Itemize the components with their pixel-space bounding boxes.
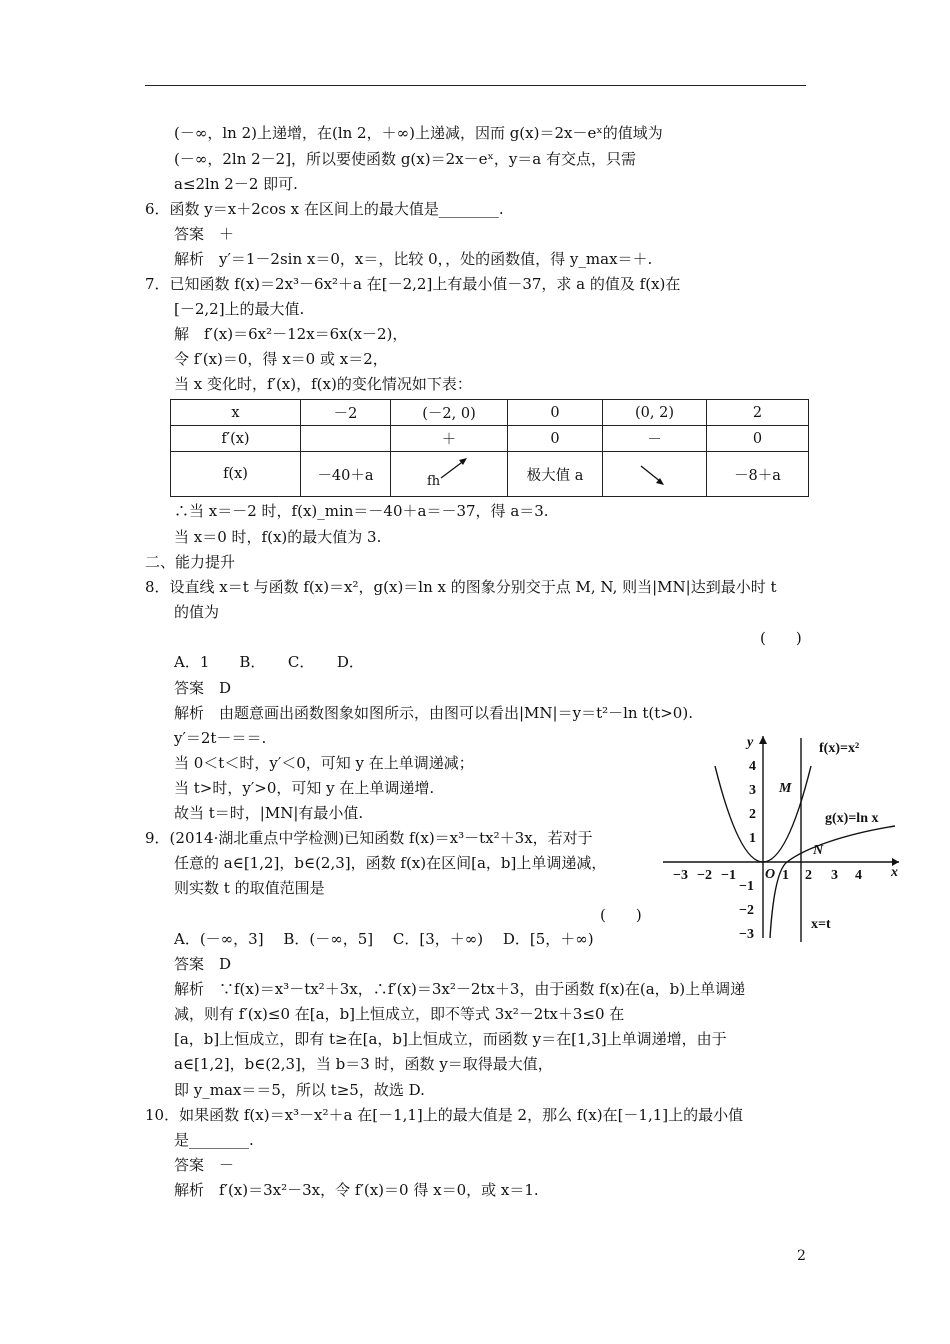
x-tick: 2 — [805, 868, 812, 883]
text-line: 是________. — [174, 1131, 254, 1149]
page-number: 2 — [797, 1248, 806, 1264]
x-tick: −2 — [697, 868, 712, 883]
text-line: 当 0＜t＜时，y′＜0，可知 y 在上单调递减； — [174, 754, 474, 772]
table-cell — [301, 426, 391, 452]
y-tick: 4 — [749, 759, 756, 774]
answer-6: 答案 ＋ — [174, 225, 235, 243]
text-line: [a，b]上恒成立，即有 t≥在[a，b]上恒成立，而函数 y＝在[1,3]上单调递增，由于 — [174, 1030, 727, 1048]
answer-8: 答案 D — [174, 679, 232, 697]
x-tick: 4 — [855, 868, 862, 883]
origin-label: O — [765, 867, 776, 882]
table-cell: －2 — [301, 400, 391, 426]
table-cell: 极大值 a — [508, 452, 603, 497]
table-cell: － — [603, 426, 707, 452]
answer-blank: ( ) — [600, 906, 642, 924]
text-line: (－∞，ln 2)上递增，在(ln 2，＋∞)上递减，因而 g(x)＝2x－eˣ的值域为 — [174, 124, 663, 142]
table-cell: 2 — [707, 400, 809, 426]
point-n-label: N — [813, 843, 824, 858]
text-line: 当 x＝0 时，f(x)的最大值为 3. — [174, 528, 382, 546]
text-line: 则实数 t 的取值范围是 — [174, 879, 325, 897]
answer-9: 答案 D — [174, 955, 232, 973]
y-tick: −2 — [739, 903, 754, 918]
choices-8: A．1 B． C． D． — [174, 653, 364, 671]
table-cell-text: fh — [427, 474, 441, 489]
text-line: y′＝2t－＝＝. — [174, 729, 267, 747]
x-tick: 1 — [782, 868, 789, 883]
x-tick: 3 — [831, 868, 838, 883]
table-cell: －40＋a — [301, 452, 391, 497]
f-label: f(x)=x² — [819, 741, 860, 756]
analysis-9: 解析 ∵f(x)＝x³－tx²＋3x，∴f′(x)＝3x²－2tx＋3，由于函数 f(x)在(a，b)上单调递 — [174, 980, 746, 998]
answer-10: 答案 － — [174, 1156, 235, 1174]
text-line: ∴当 x＝－2 时，f(x)_min＝－40＋a＝－37，得 a＝3. — [174, 502, 549, 520]
solution-7: 解 f′(x)＝6x²－12x＝6x(x－2)， — [174, 325, 408, 343]
y-tick: 1 — [749, 831, 756, 846]
table-cell: f(x) — [171, 452, 301, 497]
text-line: 即 y_max＝＝5，所以 t≥5，故选 D. — [174, 1081, 425, 1099]
table-cell: (－2, 0) — [391, 400, 508, 426]
question-8: 8．设直线 x＝t 与函数 f(x)＝x²，g(x)＝ln x 的图象分别交于点 M, N, 则当|MN|达到最小时 t — [145, 578, 777, 596]
table-cell: －8＋a — [707, 452, 809, 497]
variation-table — [170, 399, 809, 497]
analysis-6: 解析 y′＝1－2sin x＝0，x＝，比较 0，，处的函数值，得 y_max＝＋. — [174, 250, 653, 268]
text-line: 减，则有 f′(x)≤0 在[a，b]上恒成立，即不等式 3x²－2tx＋3≤0 在 — [174, 1005, 625, 1023]
question-9: 9．(2014·湖北重点中学检测)已知函数 f(x)＝x³－tx²＋3x，若对于 — [145, 829, 593, 847]
question-10: 10．如果函数 f(x)＝x³－x²＋a 在[－1,1]上的最大值是 2，那么 f(x)在[－1,1]上的最小值 — [145, 1106, 744, 1124]
section-heading: 二、能力提升 — [145, 553, 236, 571]
x-tick: −3 — [673, 868, 688, 883]
table-cell: f′(x) — [171, 426, 301, 452]
text-line: 当 x 变化时，f′(x)，f(x)的变化情况如下表： — [174, 375, 472, 393]
text-line: 故当 t＝时，|MN|有最小值. — [174, 804, 364, 822]
y-tick: 3 — [749, 783, 756, 798]
analysis-8: 解析 由题意画出函数图象如图所示，由图可以看出|MN|＝y＝t²－ln t(t>0). — [174, 704, 693, 722]
question-6: 6．函数 y＝x＋2cos x 在区间上的最大值是________. — [145, 200, 504, 218]
header-rule — [145, 85, 806, 86]
g-label: g(x)=ln x — [825, 811, 879, 826]
table-cell: x — [171, 400, 301, 426]
analysis-10: 解析 f′(x)＝3x²－3x，令 f′(x)＝0 得 x＝0，或 x＝1. — [174, 1181, 539, 1199]
table-cell: (0, 2) — [603, 400, 707, 426]
line-label: x=t — [811, 917, 831, 932]
point-m-label: M — [779, 781, 792, 796]
x-tick: −1 — [721, 868, 736, 883]
up-arrow-icon — [391, 452, 507, 496]
text-line: a∈[1,2]，b∈(2,3]，当 b＝3 时，函数 y＝取得最大值， — [174, 1055, 553, 1073]
text-line: [－2,2]上的最大值. — [174, 300, 305, 318]
text-line: 的值为 — [174, 603, 220, 621]
choices-9: A．(－∞，3] B．(－∞，5] C．[3，＋∞) D．[5，＋∞) — [174, 930, 594, 948]
x-axis-label: x — [891, 865, 898, 880]
text-line: 任意的 a∈[1,2]，b∈(2,3]，函数 f(x)在区间[a，b]上单调递减， — [174, 854, 607, 872]
y-tick: 2 — [749, 807, 756, 822]
y-tick: −1 — [739, 879, 754, 894]
question-7: 7．已知函数 f(x)＝2x³－6x²＋a 在[－2,2]上有最小值－37，求 a 的值及 f(x)在 — [145, 275, 681, 293]
table-cell-decreasing — [603, 452, 707, 497]
table-cell-increasing — [391, 452, 508, 497]
down-arrow-icon — [603, 452, 706, 496]
text-line: (－∞，2ln 2－2]，所以要使函数 g(x)＝2x－eˣ，y＝a 有交点，只需 — [174, 150, 637, 168]
answer-blank: ( ) — [760, 629, 802, 647]
text-line: 令 f′(x)＝0，得 x＝0 或 x＝2， — [174, 350, 388, 368]
text-line: 当 t>时，y′>0，可知 y 在上单调递增. — [174, 779, 435, 797]
function-graph — [655, 730, 910, 945]
y-tick: −3 — [739, 927, 754, 942]
table-cell: 0 — [508, 400, 603, 426]
text-line: a≤2ln 2－2 即可. — [174, 175, 298, 193]
table-cell: 0 — [508, 426, 603, 452]
y-axis-label: y — [747, 735, 754, 750]
table-cell: ＋ — [391, 426, 508, 452]
table-cell: 0 — [707, 426, 809, 452]
